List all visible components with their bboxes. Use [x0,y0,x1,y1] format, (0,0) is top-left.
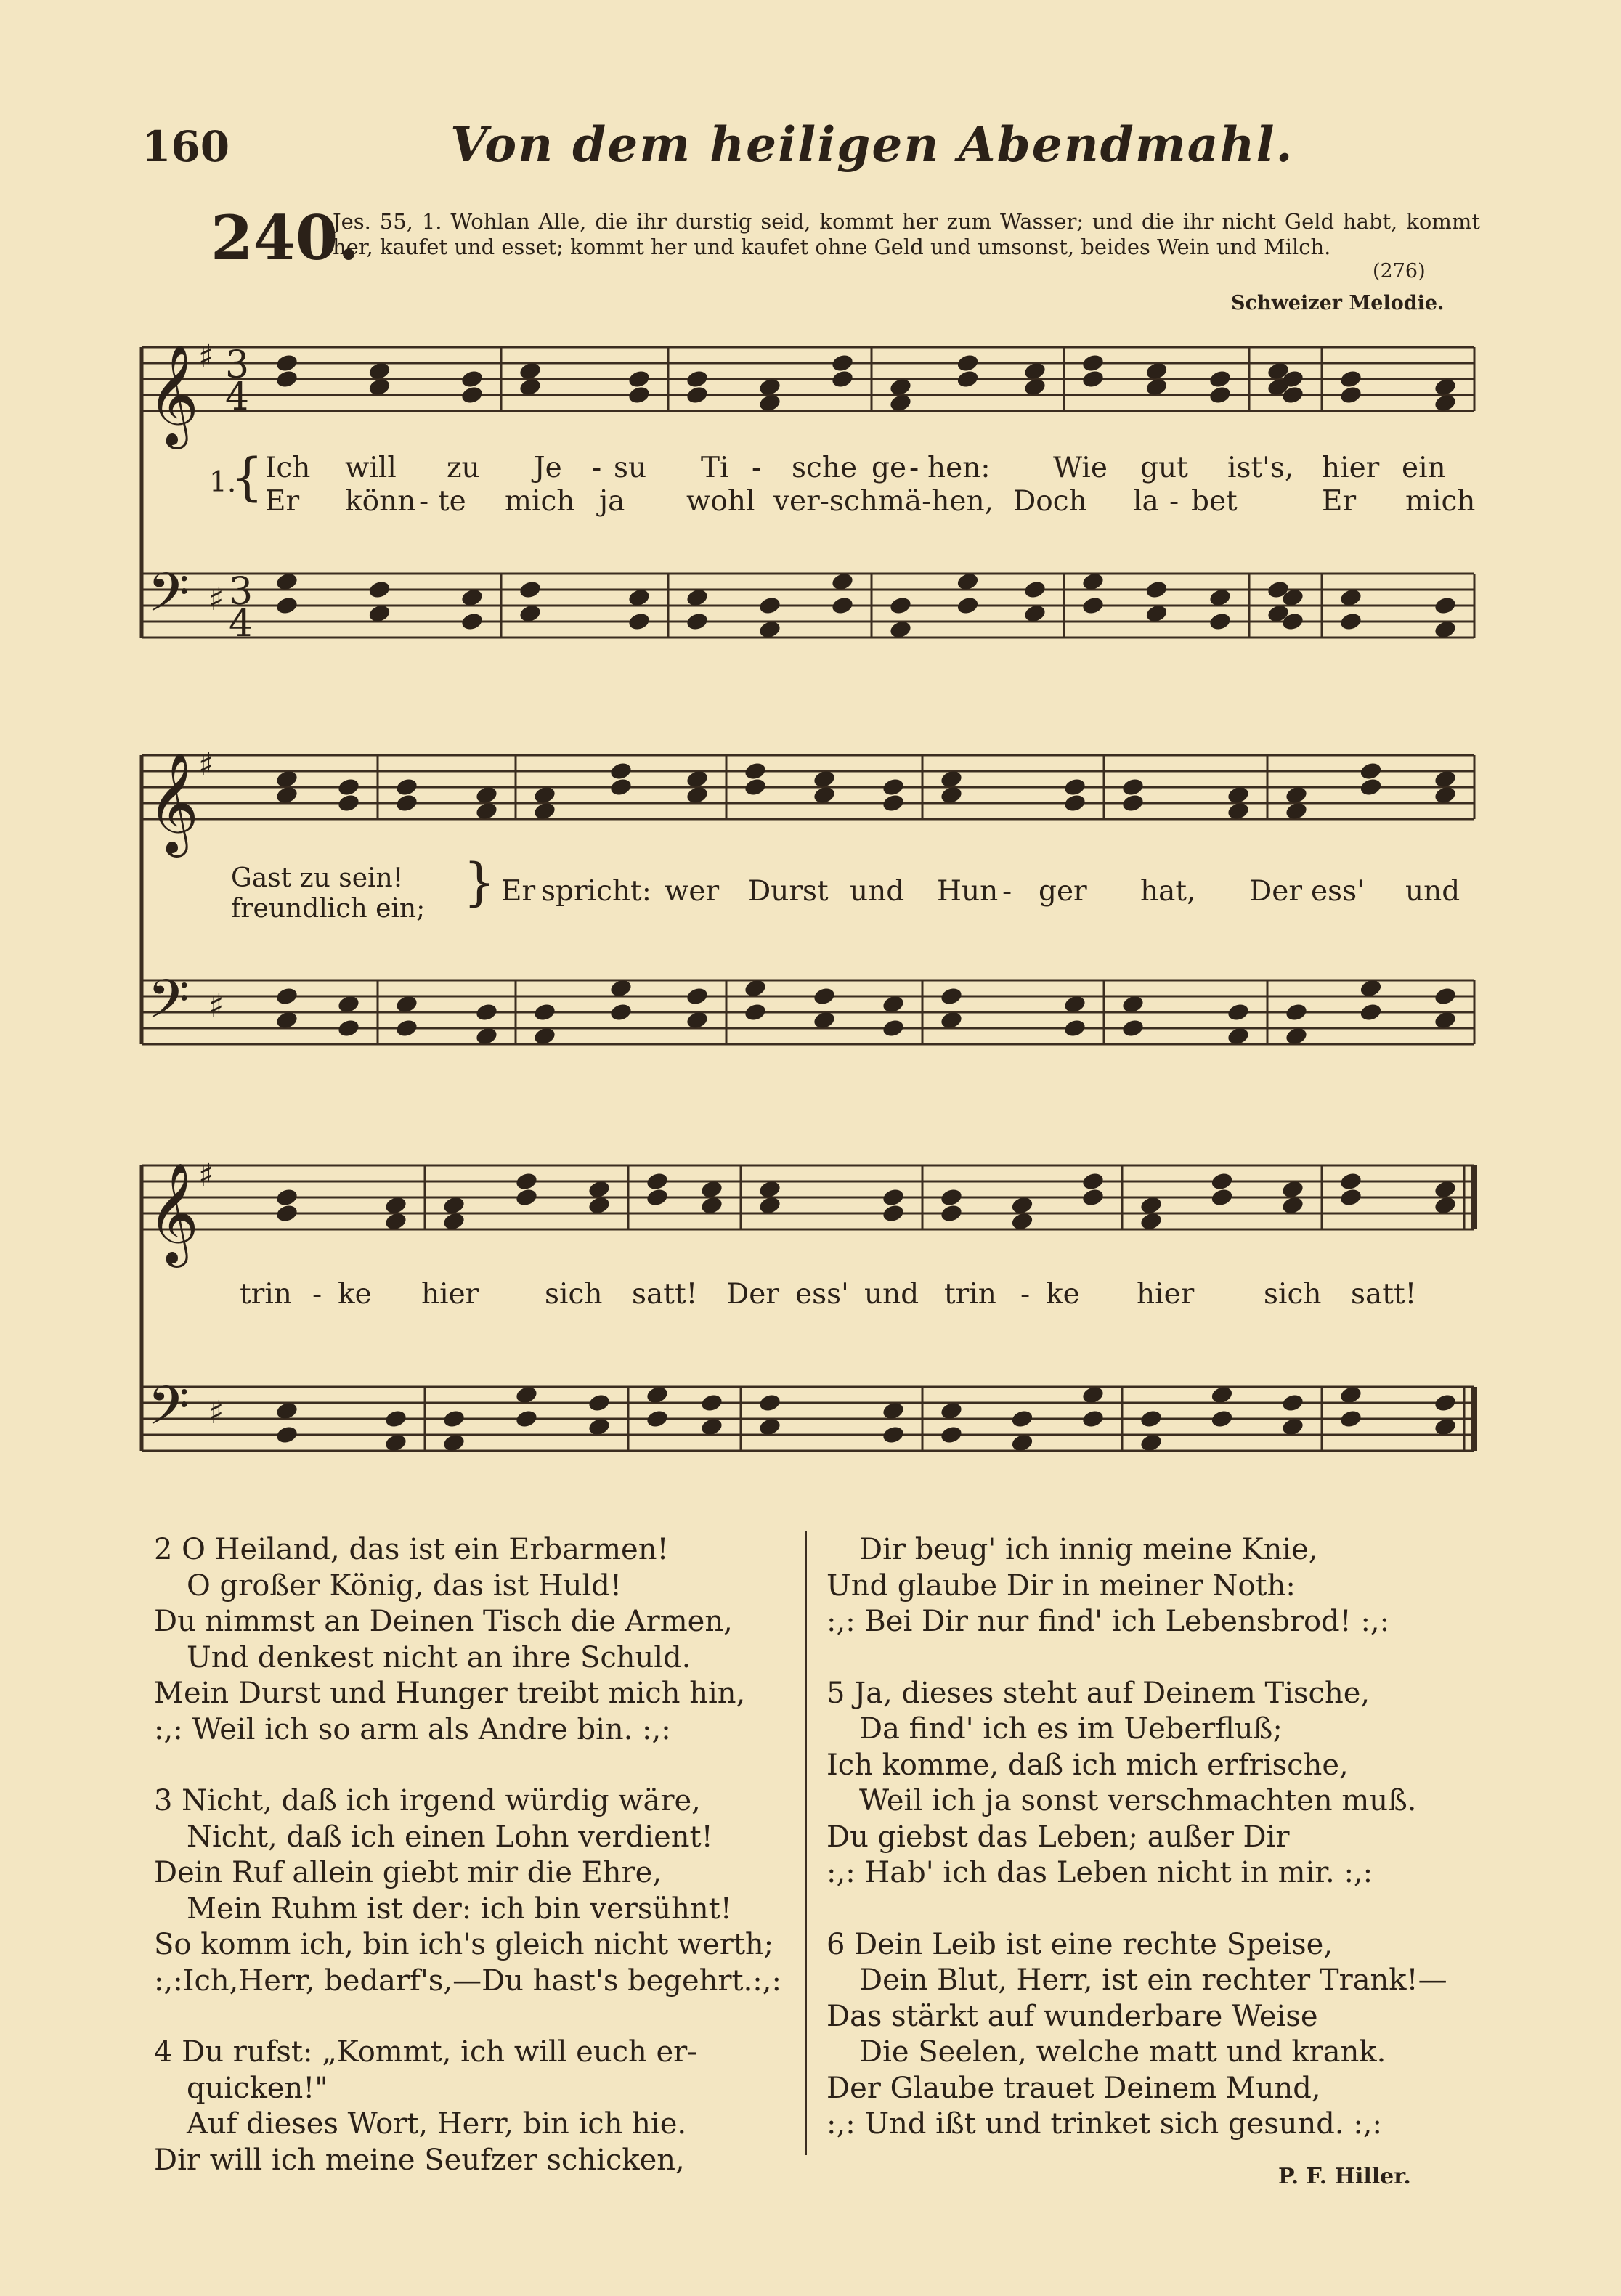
verse-line: Weil ich ja sonst verschmachten muß. [859,1784,1417,1817]
note-head [275,353,298,373]
sharp-key-signature-icon: ♯ [208,988,224,1025]
verse-4-continued [826,1532,1447,1640]
verse-line: Die Seelen, welche matt und krank. [859,2035,1386,2069]
note-head [1023,579,1047,600]
note-head [1121,777,1145,797]
author-credit: P. F. Hiller. [1278,2164,1411,2189]
treble-clef-icon: 𝄞 [147,344,199,445]
note-head [1433,1393,1457,1413]
scripture-reference: (276) [1373,260,1426,282]
sharp-key-signature-icon: ♯ [198,338,214,375]
note-head [685,986,709,1006]
sharp-key-signature-icon: ♯ [208,1394,224,1431]
note-head [627,385,651,405]
note-head [367,579,391,600]
note-head [1208,369,1232,389]
note-head [881,1425,905,1445]
note-head [460,385,484,405]
verse-line: Und denkest nicht an ihre Schuld. [187,1640,691,1674]
verse-line: 2 O Heiland, das ist ein Erbarmen! [154,1533,669,1566]
note-head [460,369,484,389]
verse-line: Dein Blut, Herr, ist ein rechter Trank!— [859,1963,1447,1997]
note-head [1081,1171,1105,1192]
note-head [812,986,836,1006]
verse-line: Und glaube Dir in meiner Noth: [826,1568,1296,1603]
hymn-number: 240. [211,202,359,274]
note-head [1063,793,1086,813]
verse-5 [826,1676,1447,1892]
verse-line: 4 Du rufst: „Kommt, ich will euch er- [154,2035,697,2069]
note-head [383,1409,407,1429]
verse-line: Du nimmst an Deinen Tisch die Armen, [154,1605,733,1638]
note-head [1338,385,1362,405]
note-head [1081,1187,1105,1208]
note-head [881,1203,905,1224]
note-head [888,595,912,616]
note-head [275,1187,298,1208]
note-head [956,353,980,373]
note-head [1359,777,1383,797]
note-head [830,353,854,373]
verse-line: Du giebst das Leben; außer Dir [826,1820,1290,1854]
verse-line: So komm ich, bin ich's gleich nicht werth; [154,1928,774,1961]
note-head [685,369,709,389]
note-head [514,1409,538,1429]
bass-clef-icon: 𝄢 [147,968,190,1044]
sharp-key-signature-icon: ♯ [198,746,214,783]
note-head [627,369,651,389]
note-head [939,1187,963,1208]
note-head [1433,595,1457,616]
time-signature-denominator: 4 [229,602,253,646]
note-head [394,793,418,813]
time-signature-numerator: 3 [225,343,250,387]
note-head [1359,761,1383,781]
note-head [881,1187,905,1208]
note-head [881,777,905,797]
sharp-key-signature-icon: ♯ [208,581,224,618]
note-head [939,986,963,1006]
note-head [881,793,905,813]
note-head [609,761,633,781]
note-head [645,1187,669,1208]
note-head [645,1171,669,1192]
note-head [743,1002,767,1022]
verse-line: Nicht, daß ich einen Lohn verdient! [187,1820,713,1854]
note-head [518,579,542,600]
note-head [1359,1002,1383,1022]
note-head [1081,595,1105,616]
note-head [1226,1002,1250,1022]
note-head [336,793,360,813]
note-head [514,1187,538,1208]
verse-line: :,: Bei Dir nur find' ich Lebensbrod! :,: [826,1605,1390,1638]
verse-line: 6 Dein Leib ist eine rechte Speise, [826,1927,1333,1961]
time-signature-numerator: 3 [229,570,253,614]
note-head [1338,611,1362,632]
verse-line: Der Glaube trauet Deinem Mund, [826,2071,1321,2105]
note-head [1081,353,1105,373]
verse-line: Mein Durst und Hunger treibt mich hin, [154,1677,746,1710]
note-head [1063,1018,1086,1038]
note-head [685,611,709,632]
note-head [275,1203,298,1224]
column-divider [805,1531,807,2155]
verse-line: Da find' ich es im Ueberfluß; [859,1712,1283,1746]
note-head [1338,369,1362,389]
note-head [1121,1018,1145,1038]
treble-clef-icon: 𝄞 [147,752,199,853]
note-head [336,1018,360,1038]
note-head [1338,1171,1362,1192]
note-head [609,777,633,797]
note-head [1338,1409,1362,1429]
note-head [956,595,980,616]
note-head [685,385,709,405]
note-head [394,1018,418,1038]
page-number: 160 [142,122,230,171]
note-head [757,595,781,616]
note-head [532,1002,556,1022]
note-head [394,777,418,797]
note-head [743,777,767,797]
verse-line: Ich komme, daß ich mich erfrische, [826,1748,1349,1782]
note-head [275,1425,298,1445]
bass-clef-icon: 𝄢 [147,561,190,638]
treble-clef-icon: 𝄞 [147,1163,199,1263]
note-head [1139,1409,1163,1429]
verse-line: :,: Und ißt und trinket sich gesund. :,: [826,2107,1382,2141]
verse-number: 1. [209,466,237,499]
verse-4 [154,2035,781,2178]
verse-line: Mein Ruhm ist der: ich bin versühnt! [187,1892,732,1926]
lyrics-system2-a: Gast zu sein! [231,863,404,893]
verse-line: Auf dieses Wort, Herr, bin ich hie. [187,2107,687,2141]
time-signature-denominator: 4 [225,375,250,419]
verse-line: :,:Ich,Herr, bedarf's,—Du hast's begehrt.:,: [154,1963,781,1998]
note-head [830,595,854,616]
page-title: Von dem heiligen Abendmahl. [450,116,1294,173]
verse-line: O großer König, das ist Huld! [187,1568,622,1603]
verse-line: quicken!" [187,2071,328,2105]
verse-line: Dein Ruf allein giebt mir die Ehre, [154,1856,662,1889]
note-head [275,595,298,616]
verse-line: 5 Ja, dieses steht auf Deinem Tische, [826,1676,1370,1710]
note-head [275,369,298,389]
verse-6 [826,1927,1447,2143]
lyric-brace: { [231,447,264,507]
note-head [460,611,484,632]
verse-line: Dir beug' ich innig meine Knie, [859,1533,1318,1566]
note-head [627,611,651,632]
verse-3 [154,1783,781,1999]
note-head [336,777,360,797]
note-head [939,1203,963,1224]
verses-right-column [826,1532,1447,2143]
note-head [1208,611,1232,632]
verse-2 [154,1532,781,1748]
verse-line: :,: Weil ich so arm als Andre bin. :,: [154,1712,671,1746]
note-head [1338,1187,1362,1208]
note-head [1433,986,1457,1006]
verse-line: 3 Nicht, daß ich irgend würdig wäre, [154,1784,701,1817]
note-head [1208,385,1232,405]
sharp-key-signature-icon: ♯ [198,1157,214,1194]
note-head [830,369,854,389]
note-head [1210,1409,1234,1429]
note-head [1284,1002,1308,1022]
scripture-text: Jes. 55, 1. Wohlan Alle, die ihr durstig seid, kommt her zum Wasser; und die ihr nicht Geld habt, kommt her, kaufet und esset; kommt her und kaufet ohne Geld und umsonst, beides Wein und Milch. [333,209,1480,259]
verse-line: Das stärkt auf wunderbare Weise [826,1999,1318,2033]
note-head [1210,1171,1234,1192]
note-head [645,1409,669,1429]
note-head [275,986,298,1006]
note-head [442,1409,466,1429]
note-head [1081,369,1105,389]
note-head [1063,777,1086,797]
note-head [743,761,767,781]
note-head [939,1425,963,1445]
melody-source: Schweizer Melodie. [1231,292,1445,314]
note-head [757,1393,781,1413]
note-head [1010,1409,1034,1429]
note-head [587,1393,611,1413]
note-head [1210,1187,1234,1208]
note-head [1081,1409,1105,1429]
note-head [1145,579,1169,600]
lyric-brace-2: } [463,852,496,912]
verses-left-column [154,1532,781,2178]
note-head [1121,793,1145,813]
note-head [1280,1393,1304,1413]
note-head [956,369,980,389]
bass-clef-icon: 𝄢 [147,1375,190,1451]
note-head [609,1002,633,1022]
note-head [881,1018,905,1038]
note-head [514,1171,538,1192]
note-head [699,1393,723,1413]
note-head [474,1002,498,1022]
verse-line: Dir will ich meine Seufzer schicken, [154,2143,685,2177]
lyrics-system2-b: freundlich ein; [231,894,426,924]
verse-line: :,: Hab' ich das Leben nicht in mir. :,: [826,1856,1373,1889]
